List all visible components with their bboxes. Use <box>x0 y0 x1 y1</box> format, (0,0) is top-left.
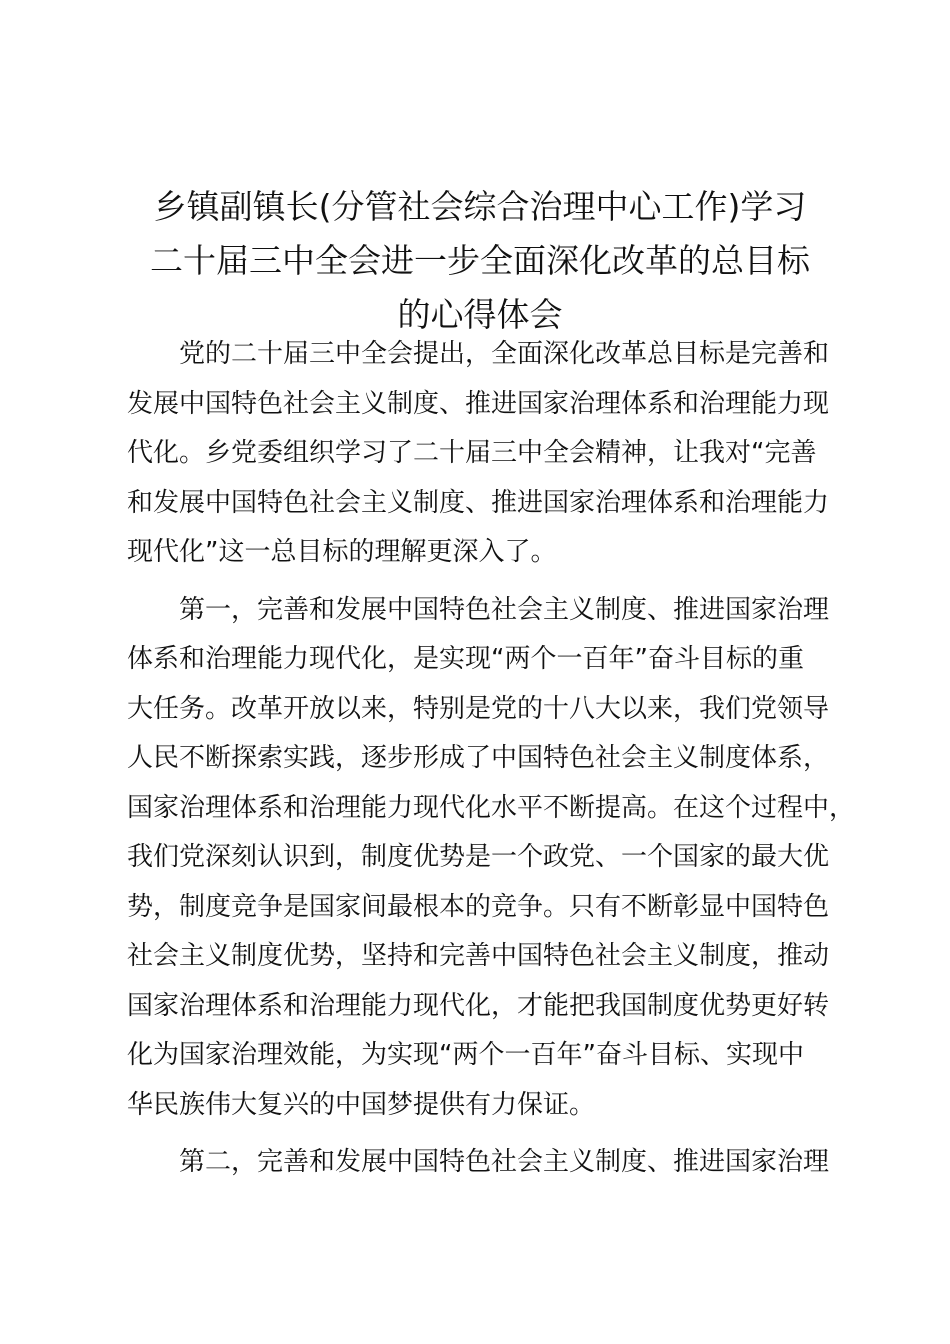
text-line: 第二，完善和发展中国特色社会主义制度、推进国家治理 <box>179 1147 830 1177</box>
text-line: 人民不断探索实践，逐步形成了中国特色社会主义制度体系， <box>127 743 830 773</box>
paragraph-first-point <box>127 586 856 1131</box>
document-body <box>127 330 856 1196</box>
text-line: 华民族伟大复兴的中国梦提供有力保证。 <box>127 1089 596 1120</box>
text-line: 代化。乡党委组织学习了二十届三中全会精神，让我对“完善 <box>127 438 817 468</box>
text-line: 体系和治理能力现代化，是实现“两个一百年”奋斗目标的重 <box>127 644 804 674</box>
paragraph-second-point <box>127 1138 847 1188</box>
text-line: 国家治理体系和治理能力现代化水平不断提高。在这个过程中， <box>127 792 856 823</box>
text-line: 党的二十届三中全会提出，全面深化改革总目标是完善和 <box>179 339 830 369</box>
title-line: 二十届三中全会进一步全面深化改革的总目标 <box>150 241 810 280</box>
text-line: 化为国家治理效能，为实现“两个一百年”奋斗目标、实现中 <box>127 1040 804 1070</box>
text-line: 我们党深刻认识到，制度优势是一个政党、一个国家的最大优 <box>127 842 830 872</box>
text-line: 大任务。改革开放以来，特别是党的十八大以来，我们党领导 <box>127 693 830 724</box>
text-line: 社会主义制度优势，坚持和完善中国特色社会主义制度，推动 <box>127 941 830 971</box>
title-line: 乡镇副镇长(分管社会综合治理中心工作)学习 <box>153 187 807 226</box>
text-line: 势，制度竞争是国家间最根本的竞争。只有不断彰显中国特色 <box>127 891 830 922</box>
text-line: 国家治理体系和治理能力现代化，才能把我国制度优势更好转 <box>127 990 830 1021</box>
paragraph-intro <box>127 330 847 578</box>
title-line: 的心得体会 <box>397 295 563 334</box>
text-line: 现代化”这一总目标的理解更深入了。 <box>127 537 557 567</box>
text-line: 发展中国特色社会主义制度、推进国家治理体系和治理能力现 <box>127 388 830 419</box>
text-line: 和发展中国特色社会主义制度、推进国家治理体系和治理能力 <box>127 487 830 518</box>
text-line: 第一，完善和发展中国特色社会主义制度、推进国家治理 <box>179 594 830 625</box>
document-title <box>100 180 860 342</box>
